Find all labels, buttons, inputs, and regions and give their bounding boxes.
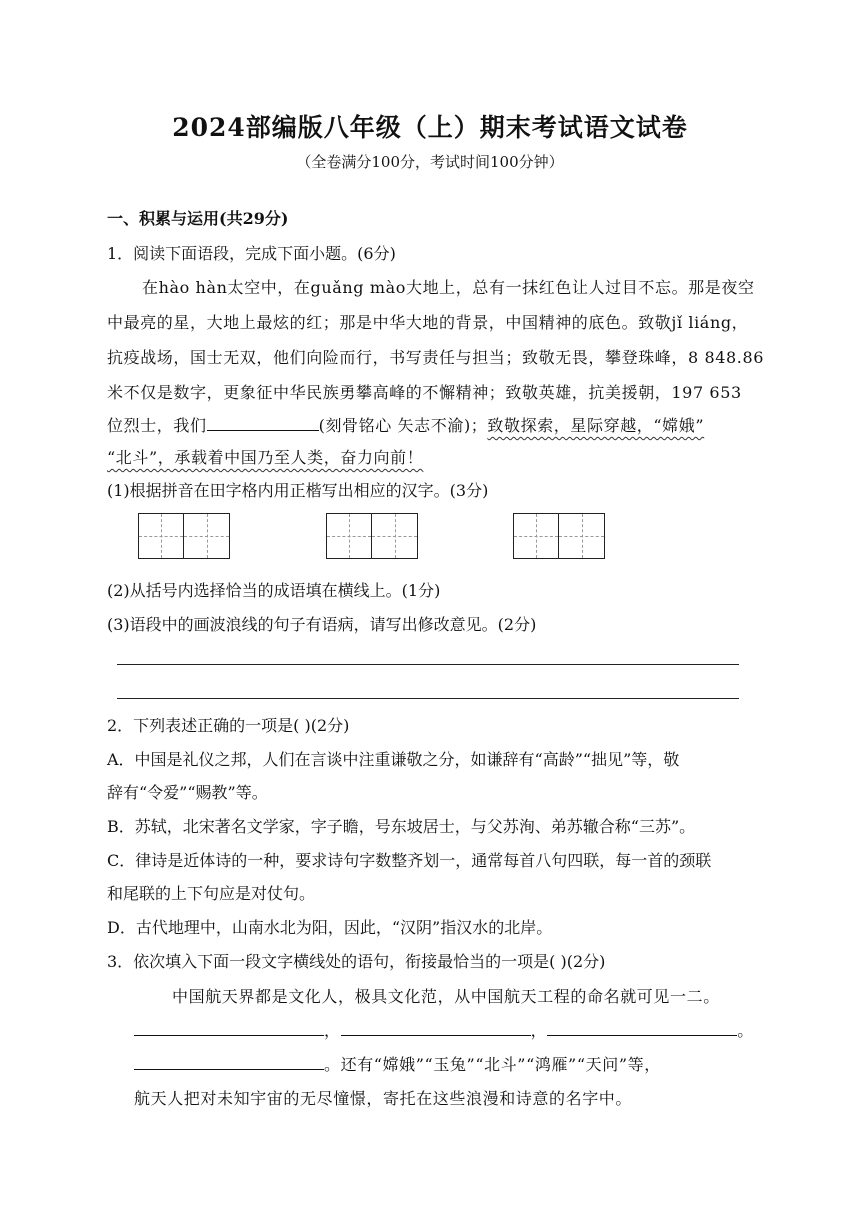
fill-blank-4[interactable]: [134, 1053, 324, 1070]
passage-line: 抗疫战场，国士无双，他们向险而行，书写责任与担当；致敬无畏，攀登珠峰，8 848.86: [107, 348, 765, 367]
passage-line-6: [107, 446, 423, 470]
q3-passage-line-4: 航天人把对未知宇宙的无尽憧憬，寄托在这些浪漫和诗意的名字中。: [134, 1089, 633, 1108]
passage-line: 米不仅是数字，更象征中华民族勇攀高峰的不懈精神；致敬英雄，抗美援朝，197 653: [107, 383, 742, 402]
q3-passage-line-2: [134, 1019, 754, 1043]
option-c: C．律诗是近体诗的一种，要求诗句字数整齐划一，通常每首八句四联，每一首的颈联: [107, 851, 712, 870]
question-2-stem: 2．下列表述正确的一项是( )(2分): [107, 716, 350, 735]
option-c-cont: 和尾联的上下句应是对仗句。: [107, 884, 316, 903]
option-a-cont: 辞有“令爱”“赐教”等。: [107, 783, 268, 802]
question-3-stem: 3．依次填入下面一段文字横线处的语句，衔接最恰当的一项是( )(2分): [107, 952, 606, 971]
section-heading: 一、积累与运用(共29分): [107, 209, 289, 228]
option-b: B．苏轼，北宋著名文学家，字子瞻，号东坡居士，与父苏洵、弟苏辙合称“三苏”。: [107, 817, 696, 836]
tianzi-cell[interactable]: [138, 513, 184, 559]
option-a: A．中国是礼仪之邦，人们在言谈中注重谦敬之分，如谦辞有“高龄”“拙见”等，敬: [107, 750, 680, 769]
passage-line-5: [107, 414, 704, 438]
page-subtitle: （全卷满分100分，考试时间100分钟）: [296, 153, 564, 171]
tianzi-cell[interactable]: [559, 513, 605, 559]
passage-text: 位烈士，我们: [107, 416, 207, 435]
q3-passage-line-3: [134, 1053, 661, 1077]
separator: ，: [530, 1021, 548, 1040]
tianzi-grid-3[interactable]: [513, 513, 605, 560]
passage-line: 中最亮的星，大地上最炫的红；那是中华大地的背景，中国精神的底色。致敬jǐ liáng，: [107, 313, 749, 332]
idiom-blank[interactable]: [207, 414, 319, 431]
tianzi-cell[interactable]: [326, 513, 372, 559]
tianzi-grid-2[interactable]: [326, 513, 418, 560]
separator: 。: [737, 1021, 754, 1040]
passage-line: 在hào hàn太空中，在guǎng mào大地上，总有一抹红色让人过目不忘。那是夜空: [142, 278, 755, 297]
option-d: D．古代地理中，山南水北为阳，因此，“汉阴”指汉水的北岸。: [107, 918, 553, 937]
tianzi-cell[interactable]: [513, 513, 559, 559]
tianzi-cell[interactable]: [372, 513, 418, 559]
wavy-sentence-part1: 致敬探索，星际穿越，“嫦娥”: [487, 416, 705, 435]
answer-line[interactable]: [117, 698, 739, 699]
page-title: 2024部编版八年级（上）期末考试语文试卷: [172, 113, 688, 142]
separator: ，: [324, 1021, 341, 1040]
sub-question-3: (3)语段中的画波浪线的句子有语病，请写出修改意见。(2分): [107, 615, 537, 634]
sub-question-1: (1)根据拼音在田字格内用正楷写出相应的汉字。(3分): [107, 481, 489, 500]
fill-blank-2[interactable]: [341, 1019, 531, 1036]
q3-passage-line-1: 中国航天界都是文化人，极具文化范，从中国航天工程的命名就可见一二。: [172, 987, 720, 1006]
question-1-stem: 1．阅读下面语段，完成下面小题。(6分): [107, 244, 396, 263]
fill-blank-1[interactable]: [134, 1019, 324, 1036]
tianzi-cell[interactable]: [184, 513, 230, 559]
passage-text: 。还有“嫦娥”“玉兔”“北斗”“鸿雁”“天问”等，: [324, 1055, 661, 1074]
sub-question-2: (2)从括号内选择恰当的成语填在横线上。(1分): [107, 581, 441, 600]
answer-line[interactable]: [117, 664, 739, 665]
tianzi-grid-1[interactable]: [138, 513, 230, 560]
wavy-sentence-part2: “北斗”，承载着中国乃至人类，奋力向前！: [107, 448, 424, 467]
idiom-options: (刻骨铭心 矢志不渝)；: [318, 416, 488, 435]
fill-blank-3[interactable]: [547, 1019, 737, 1036]
